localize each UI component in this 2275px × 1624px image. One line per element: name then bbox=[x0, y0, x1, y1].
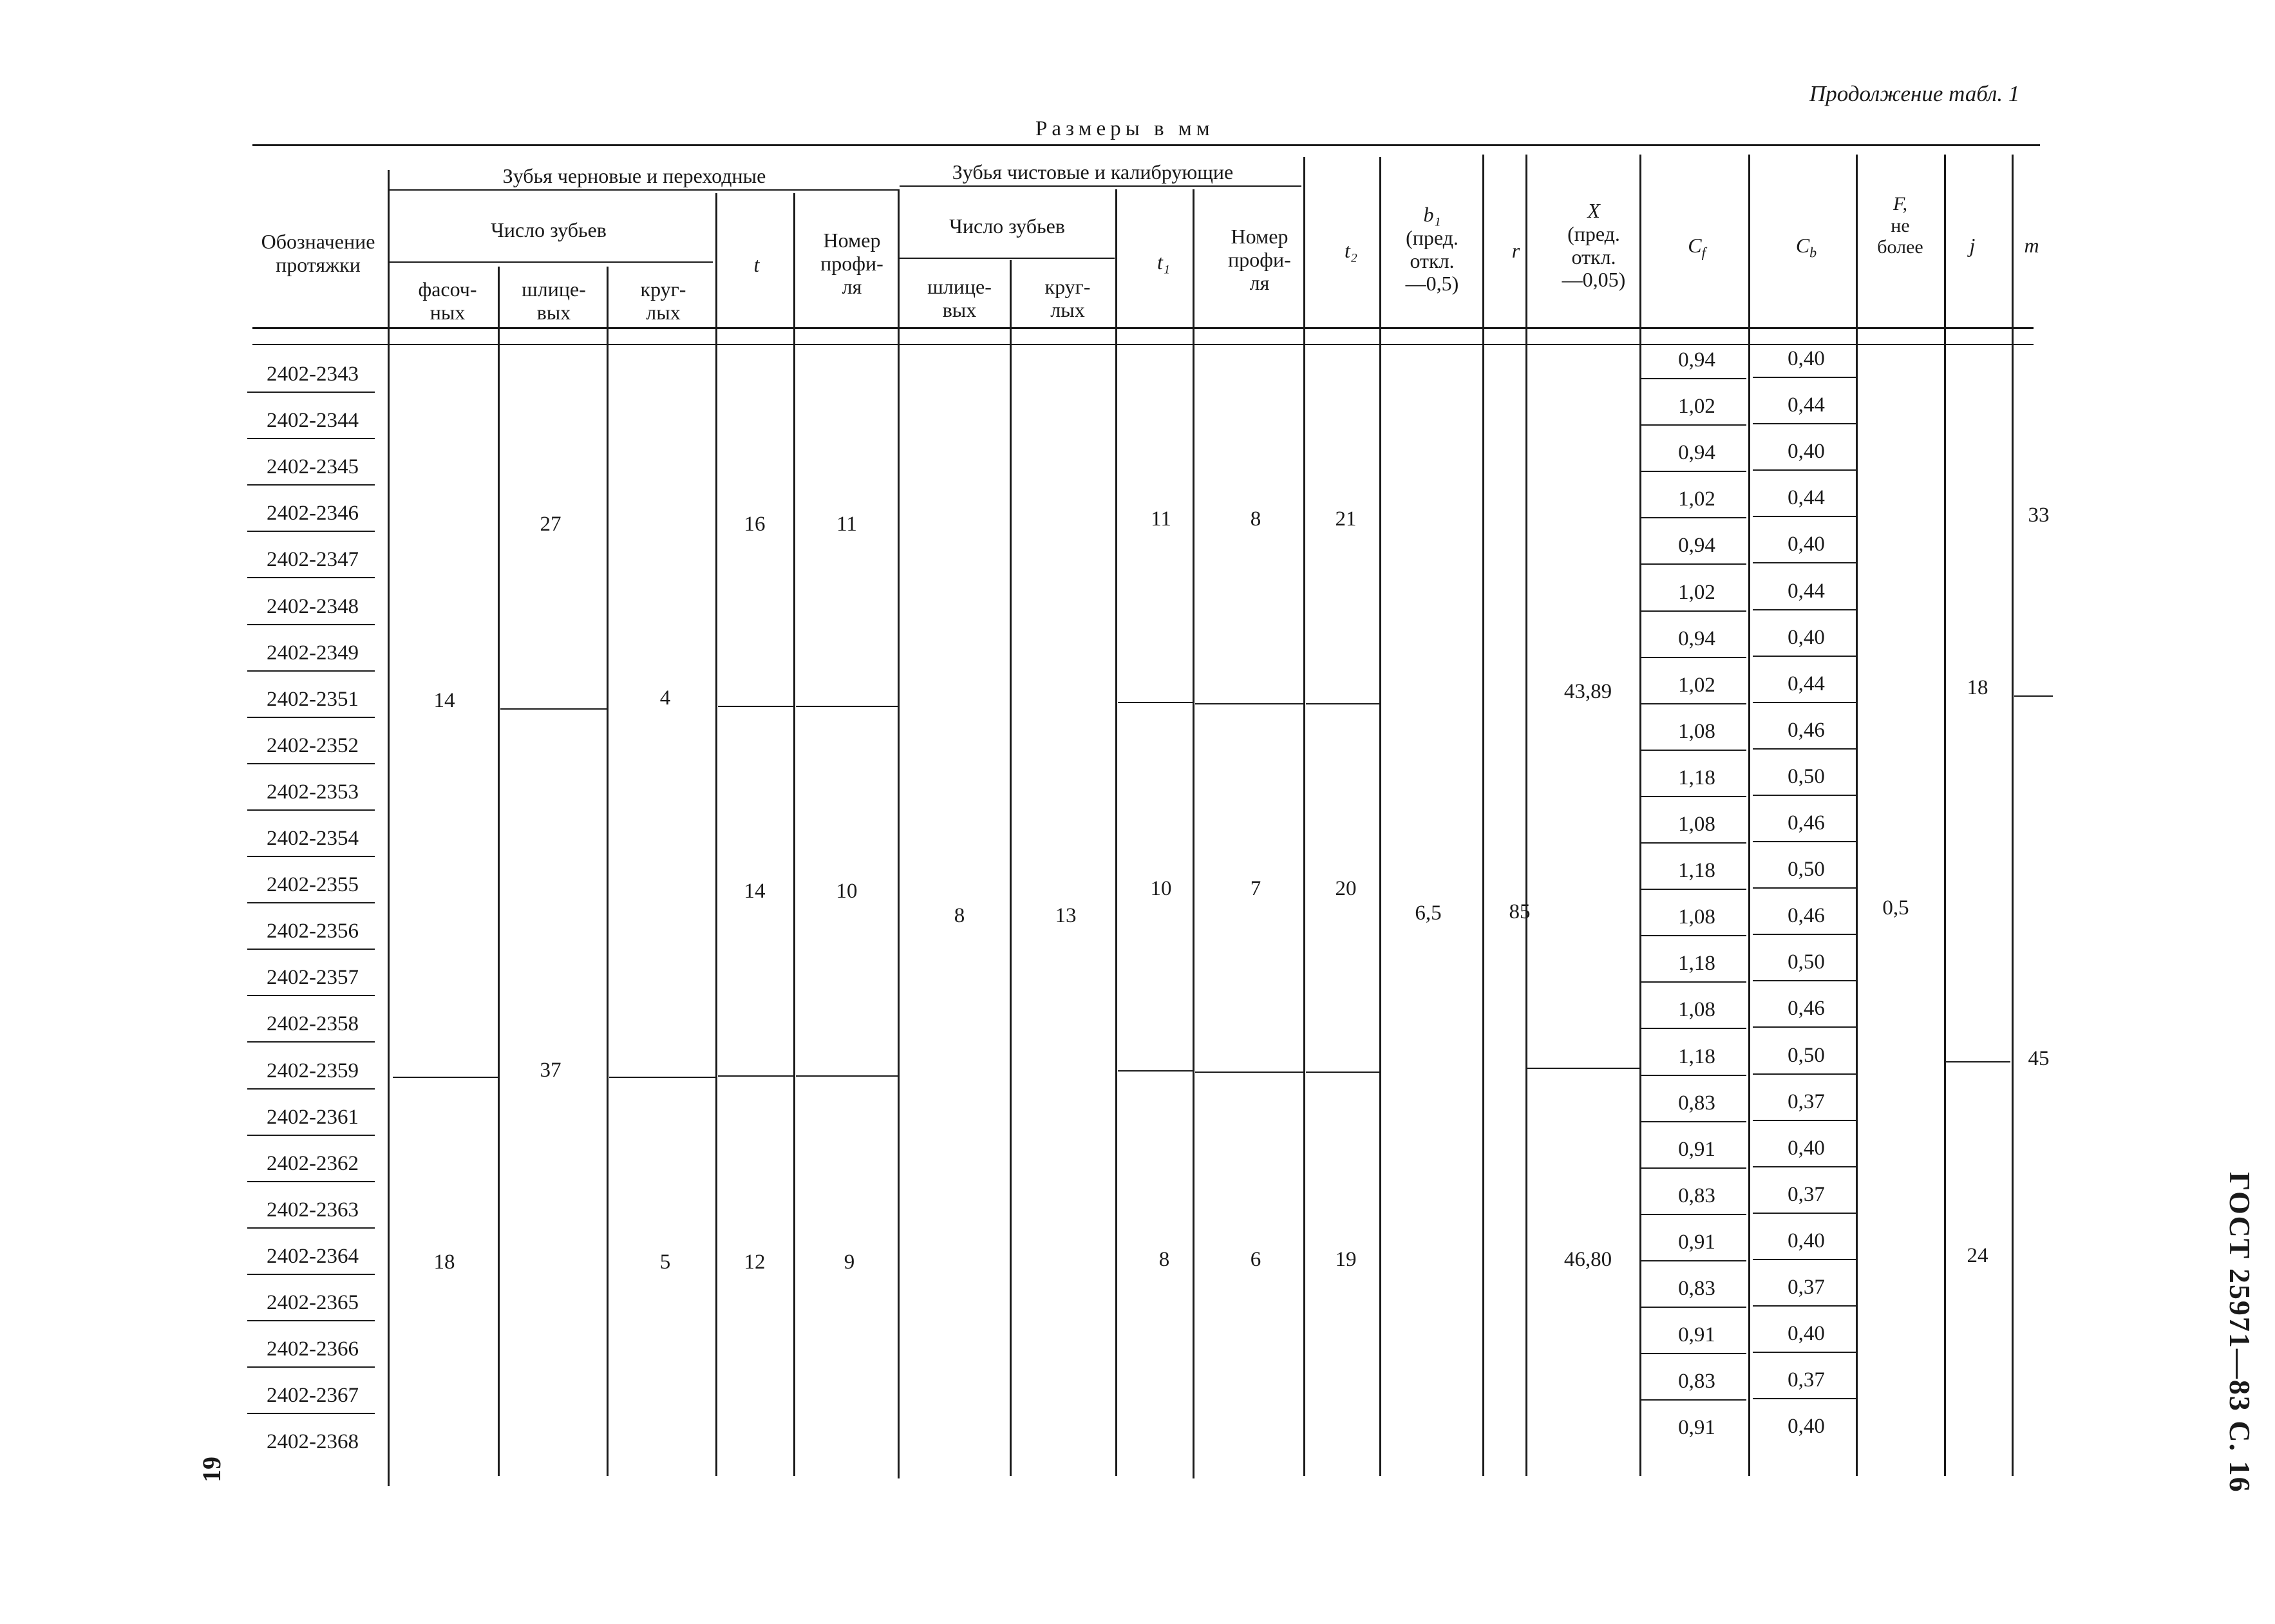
cb-value: 0,50 bbox=[1788, 858, 1825, 882]
cf-rule bbox=[1641, 378, 1746, 379]
cb-rule bbox=[1753, 562, 1857, 563]
broach-designation: 2402-2345 bbox=[267, 455, 359, 479]
designation-underline bbox=[247, 902, 375, 903]
cb-rule bbox=[1753, 656, 1857, 657]
header-designation-line2: протяжки bbox=[276, 252, 361, 276]
cf-value: 1,18 bbox=[1678, 859, 1715, 883]
designation-underline bbox=[247, 1320, 375, 1321]
header-finish-group: Зубья чистовые и калибрующие bbox=[952, 160, 1234, 184]
header-bottom-rule bbox=[252, 327, 2034, 329]
f-value: 0,5 bbox=[1882, 896, 1909, 920]
header-b1-line4: —0,5) bbox=[1405, 272, 1459, 296]
cb-value: 0,40 bbox=[1788, 533, 1825, 556]
header-x-symbol: X bbox=[1587, 199, 1600, 222]
cb-value: 0,40 bbox=[1788, 1415, 1825, 1439]
cb-value: 0,46 bbox=[1788, 718, 1825, 742]
header-finish-round-line2: лых bbox=[1050, 297, 1085, 321]
cb-rule bbox=[1753, 1166, 1857, 1167]
header-teeth-count: Число зубьев bbox=[491, 218, 607, 241]
designation-underline bbox=[247, 1413, 375, 1414]
cf-value: 1,02 bbox=[1678, 395, 1715, 419]
t2-value-c: 19 bbox=[1335, 1248, 1357, 1271]
cb-value: 0,40 bbox=[1788, 1229, 1825, 1252]
profile-value-c: 9 bbox=[844, 1251, 855, 1274]
header-profile-line2: профи- bbox=[820, 251, 883, 275]
header-chamfer bbox=[418, 278, 477, 325]
t2-value-a: 21 bbox=[1335, 507, 1357, 531]
cb-value: 0,44 bbox=[1788, 579, 1825, 603]
broach-designation: 2402-2352 bbox=[267, 733, 359, 757]
column-rule bbox=[2012, 155, 2014, 1476]
header-x-line2: (пред. bbox=[1567, 222, 1620, 245]
body-top-rule bbox=[252, 344, 2034, 345]
cf-rule bbox=[1641, 703, 1746, 704]
t1-value-b: 10 bbox=[1150, 877, 1172, 900]
cf-value: 0,83 bbox=[1678, 1091, 1715, 1115]
designation-underline bbox=[247, 484, 375, 486]
column-rule bbox=[793, 193, 795, 1476]
merge-separator bbox=[1118, 702, 1193, 703]
column-rule bbox=[388, 170, 390, 1486]
header-finish-spline bbox=[927, 276, 992, 322]
round-value-a: 4 bbox=[659, 686, 671, 710]
cf-rule bbox=[1641, 1307, 1746, 1308]
cb-value: 0,40 bbox=[1788, 347, 1825, 370]
header-chamfer-line2: ных bbox=[430, 300, 466, 324]
round-value-b: 5 bbox=[659, 1251, 671, 1274]
cb-value: 0,46 bbox=[1788, 997, 1825, 1021]
merge-separator bbox=[796, 1075, 898, 1077]
cf-rule bbox=[1641, 1260, 1746, 1261]
merge-separator bbox=[1306, 703, 1379, 704]
finish-round-value: 13 bbox=[1055, 904, 1077, 927]
cf-rule bbox=[1641, 750, 1746, 751]
gost-label: ГОСТ 25971—83 С. 16 bbox=[2223, 1172, 2256, 1493]
column-rule bbox=[1303, 157, 1305, 1476]
merge-separator bbox=[1195, 703, 1303, 704]
cb-value: 0,37 bbox=[1788, 1368, 1825, 1392]
cf-rule bbox=[1641, 935, 1746, 936]
broach-designation: 2402-2367 bbox=[267, 1384, 359, 1408]
cf-rule bbox=[1641, 471, 1746, 472]
b1-value: 6,5 bbox=[1415, 902, 1442, 925]
merge-separator bbox=[796, 706, 898, 707]
j-value-b: 24 bbox=[1967, 1244, 1988, 1267]
header-profile-no bbox=[820, 229, 883, 298]
column-rule bbox=[1115, 189, 1117, 1476]
chamfer-value-a: 14 bbox=[433, 689, 455, 712]
cf-value: 1,08 bbox=[1678, 719, 1715, 743]
cf-rule bbox=[1641, 1353, 1746, 1354]
designation-underline bbox=[247, 809, 375, 811]
cf-value: 0,83 bbox=[1678, 1370, 1715, 1393]
cb-value: 0,40 bbox=[1788, 1322, 1825, 1346]
header-designation-line1: Обозначение bbox=[261, 230, 375, 253]
cf-value: 0,83 bbox=[1678, 1184, 1715, 1207]
merge-separator bbox=[718, 706, 793, 707]
finish-profile-value-c: 6 bbox=[1250, 1248, 1261, 1271]
broach-designation: 2402-2344 bbox=[267, 409, 359, 433]
header-f-line3: более bbox=[1877, 236, 1923, 258]
designation-underline bbox=[247, 438, 375, 439]
header-x bbox=[1562, 200, 1626, 292]
merge-separator bbox=[1195, 1072, 1303, 1073]
cf-rule bbox=[1641, 1214, 1746, 1215]
cf-value: 0,83 bbox=[1678, 1277, 1715, 1300]
cb-rule bbox=[1753, 1352, 1857, 1353]
cb-value: 0,50 bbox=[1788, 764, 1825, 788]
cb-value: 0,37 bbox=[1788, 1276, 1825, 1299]
m-value-b: 45 bbox=[2028, 1047, 2050, 1070]
header-b1-line2: (пред. bbox=[1406, 225, 1458, 249]
header-f-symbol: F, bbox=[1893, 193, 1907, 214]
designation-underline bbox=[247, 1366, 375, 1368]
cb-rule bbox=[1753, 1305, 1857, 1307]
cb-value: 0,40 bbox=[1788, 440, 1825, 464]
merge-separator bbox=[718, 1075, 793, 1077]
cb-value: 0,50 bbox=[1788, 950, 1825, 974]
header-finish-spline-line1: шлице- bbox=[927, 275, 992, 298]
column-rule bbox=[607, 267, 609, 1476]
column-rule bbox=[1193, 189, 1194, 1478]
merge-separator bbox=[1118, 1070, 1193, 1072]
cb-rule bbox=[1753, 1026, 1857, 1028]
header-round bbox=[641, 278, 686, 325]
broach-designation: 2402-2351 bbox=[267, 687, 359, 711]
cb-rule bbox=[1753, 887, 1857, 889]
header-t2: t₂ bbox=[1344, 239, 1358, 262]
merge-separator bbox=[1946, 1061, 2010, 1062]
header-round-line1: круг- bbox=[640, 278, 686, 301]
cb-value: 0,40 bbox=[1788, 625, 1825, 649]
header-j: j bbox=[1969, 234, 1976, 257]
cf-value: 1,02 bbox=[1678, 580, 1715, 604]
merge-separator bbox=[2014, 695, 2053, 697]
column-rule bbox=[1944, 155, 1946, 1476]
cb-rule bbox=[1753, 1073, 1857, 1075]
cb-value: 0,50 bbox=[1788, 1043, 1825, 1067]
t1-value-c: 8 bbox=[1158, 1248, 1170, 1271]
header-finish-teeth-count: Число зубьев bbox=[949, 214, 1065, 238]
spline-value-b: 37 bbox=[540, 1059, 562, 1082]
rough-group-rule bbox=[390, 189, 898, 191]
designation-underline bbox=[247, 577, 375, 578]
designation-underline bbox=[247, 531, 375, 532]
cf-value: 1,08 bbox=[1678, 813, 1715, 836]
cf-rule bbox=[1641, 981, 1746, 983]
cb-value: 0,37 bbox=[1788, 1182, 1825, 1206]
profile-value-b: 10 bbox=[836, 880, 858, 903]
header-cb: $C_b$ bbox=[1795, 234, 1817, 261]
column-rule bbox=[498, 267, 500, 1476]
header-f-line2: не bbox=[1891, 214, 1910, 236]
header-profile-line1: Номер bbox=[823, 229, 881, 252]
designation-underline bbox=[247, 1227, 375, 1229]
cb-rule bbox=[1753, 1398, 1857, 1399]
header-finish-profile-line2: профи- bbox=[1228, 247, 1291, 271]
header-finish-profile-no bbox=[1228, 225, 1291, 294]
broach-designation: 2402-2363 bbox=[267, 1198, 359, 1222]
cb-value: 0,44 bbox=[1788, 393, 1825, 417]
broach-designation: 2402-2348 bbox=[267, 594, 359, 618]
cb-rule bbox=[1753, 980, 1857, 981]
cf-rule bbox=[1641, 842, 1746, 844]
finish-profile-value-b: 7 bbox=[1250, 877, 1261, 900]
broach-designation: 2402-2353 bbox=[267, 780, 359, 804]
cf-rule bbox=[1641, 1399, 1746, 1401]
header-m: m bbox=[2024, 234, 2039, 257]
cf-value: 1,08 bbox=[1678, 998, 1715, 1022]
page-number: 19 bbox=[197, 1457, 226, 1482]
m-value-a: 33 bbox=[2028, 504, 2050, 527]
chamfer-value-b: 18 bbox=[433, 1251, 455, 1274]
column-rule bbox=[1856, 155, 1858, 1476]
cf-rule bbox=[1641, 424, 1746, 426]
broach-designation: 2402-2359 bbox=[267, 1059, 359, 1082]
cb-rule bbox=[1753, 377, 1857, 378]
column-rule bbox=[1748, 155, 1750, 1476]
cb-value: 0,40 bbox=[1788, 1136, 1825, 1160]
cb-rule bbox=[1753, 609, 1857, 610]
designation-underline bbox=[247, 856, 375, 857]
t-value-a: 16 bbox=[744, 513, 766, 536]
cf-rule bbox=[1641, 889, 1746, 890]
header-x-line3: откл. bbox=[1571, 245, 1616, 269]
cb-value: 0,46 bbox=[1788, 904, 1825, 928]
r-value: 85 bbox=[1509, 900, 1531, 923]
cf-value: 0,94 bbox=[1678, 534, 1715, 558]
broach-designation: 2402-2358 bbox=[267, 1012, 359, 1036]
header-cf: $C_f$ bbox=[1688, 234, 1706, 261]
cf-rule bbox=[1641, 796, 1746, 797]
cf-rule bbox=[1641, 1075, 1746, 1076]
cf-value: 1,18 bbox=[1678, 952, 1715, 976]
finish-spline-value: 8 bbox=[954, 904, 965, 927]
cb-value: 0,44 bbox=[1788, 672, 1825, 695]
column-rule bbox=[1639, 155, 1641, 1476]
finish-teeth-count-rule bbox=[900, 258, 1115, 259]
cf-value: 0,91 bbox=[1678, 1416, 1715, 1440]
spline-value-a: 27 bbox=[540, 513, 562, 536]
continuation-caption: Продолжение табл. 1 bbox=[1809, 81, 2020, 106]
units-caption: Размеры в мм bbox=[1035, 117, 1214, 140]
designation-underline bbox=[247, 949, 375, 950]
designation-underline bbox=[247, 1041, 375, 1043]
merge-separator bbox=[1527, 1068, 1639, 1069]
cf-value: 0,94 bbox=[1678, 348, 1715, 372]
cb-value: 0,44 bbox=[1788, 486, 1825, 510]
broach-designation: 2402-2362 bbox=[267, 1151, 359, 1175]
cf-value: 1,02 bbox=[1678, 673, 1715, 697]
broach-designation: 2402-2365 bbox=[267, 1291, 359, 1314]
header-designation bbox=[261, 231, 375, 277]
table-top-rule bbox=[252, 144, 2040, 146]
broach-designation: 2402-2347 bbox=[267, 548, 359, 572]
cf-rule bbox=[1641, 1028, 1746, 1029]
cf-rule bbox=[1641, 563, 1746, 565]
cb-rule bbox=[1753, 1213, 1857, 1214]
cb-rule bbox=[1753, 469, 1857, 471]
designation-underline bbox=[247, 624, 375, 625]
teeth-count-rule bbox=[390, 261, 713, 263]
cb-rule bbox=[1753, 516, 1857, 517]
cb-rule bbox=[1753, 795, 1857, 796]
header-finish-profile-line1: Номер bbox=[1231, 225, 1289, 248]
header-b1 bbox=[1406, 203, 1459, 296]
header-profile-line3: ля bbox=[842, 274, 862, 298]
cf-value: 0,91 bbox=[1678, 1323, 1715, 1347]
merge-separator bbox=[609, 1077, 715, 1078]
t-value-b: 14 bbox=[744, 880, 766, 903]
broach-designation: 2402-2361 bbox=[267, 1105, 359, 1129]
designation-underline bbox=[247, 717, 375, 718]
column-rule bbox=[1482, 155, 1484, 1476]
header-round-line2: лых bbox=[646, 300, 681, 324]
cf-rule bbox=[1641, 610, 1746, 612]
cf-rule bbox=[1641, 657, 1746, 658]
broach-designation: 2402-2366 bbox=[267, 1337, 359, 1361]
j-value-a: 18 bbox=[1967, 676, 1988, 699]
designation-underline bbox=[247, 995, 375, 996]
merge-separator bbox=[393, 1077, 498, 1078]
finish-profile-value-a: 8 bbox=[1250, 507, 1261, 531]
broach-designation: 2402-2355 bbox=[267, 873, 359, 897]
column-rule bbox=[1010, 260, 1012, 1476]
column-rule bbox=[715, 193, 717, 1476]
t2-value-b: 20 bbox=[1335, 877, 1357, 900]
header-finish-spline-line2: вых bbox=[942, 297, 977, 321]
designation-underline bbox=[247, 1135, 375, 1136]
broach-designation: 2402-2346 bbox=[267, 502, 359, 525]
header-spline-line2: вых bbox=[536, 300, 571, 324]
designation-underline bbox=[247, 1274, 375, 1275]
t-value-c: 12 bbox=[744, 1251, 766, 1274]
header-finish-profile-line3: ля bbox=[1249, 270, 1270, 294]
column-rule bbox=[1379, 157, 1381, 1476]
header-b1-line3: откл. bbox=[1410, 249, 1455, 272]
cf-rule bbox=[1641, 1121, 1746, 1122]
cb-rule bbox=[1753, 702, 1857, 703]
header-spline bbox=[522, 278, 586, 325]
broach-designation: 2402-2368 bbox=[267, 1430, 359, 1454]
header-x-line4: —0,05) bbox=[1562, 268, 1626, 292]
cf-rule bbox=[1641, 1167, 1746, 1169]
cf-value: 0,94 bbox=[1678, 441, 1715, 465]
broach-designation: 2402-2364 bbox=[267, 1244, 359, 1268]
profile-value-a: 11 bbox=[836, 513, 857, 536]
finish-group-rule bbox=[900, 185, 1301, 187]
cb-rule bbox=[1753, 934, 1857, 935]
cb-rule bbox=[1753, 748, 1857, 750]
header-r: r bbox=[1511, 239, 1520, 262]
broach-designation: 2402-2357 bbox=[267, 966, 359, 990]
broach-designation: 2402-2343 bbox=[267, 363, 359, 386]
column-rule bbox=[1525, 155, 1527, 1476]
cf-value: 1,02 bbox=[1678, 487, 1715, 511]
cf-value: 1,18 bbox=[1678, 766, 1715, 789]
merge-separator bbox=[1306, 1072, 1379, 1073]
designation-underline bbox=[247, 763, 375, 764]
header-spline-line1: шлице- bbox=[522, 278, 586, 301]
header-chamfer-line1: фасоч- bbox=[418, 278, 477, 301]
broach-designation: 2402-2356 bbox=[267, 920, 359, 943]
header-t1: t₁ bbox=[1156, 250, 1171, 274]
header-finish-round-line1: круг- bbox=[1044, 275, 1091, 298]
designation-underline bbox=[247, 1088, 375, 1090]
cf-value: 0,91 bbox=[1678, 1137, 1715, 1161]
cf-value: 1,08 bbox=[1678, 905, 1715, 929]
broach-designation: 2402-2349 bbox=[267, 641, 359, 665]
designation-underline bbox=[247, 1181, 375, 1182]
column-rule bbox=[898, 189, 900, 1478]
cb-value: 0,46 bbox=[1788, 811, 1825, 835]
t1-value-a: 11 bbox=[1151, 507, 1171, 531]
cb-value: 0,37 bbox=[1788, 1090, 1825, 1113]
broach-designation: 2402-2354 bbox=[267, 827, 359, 850]
designation-underline bbox=[247, 392, 375, 393]
merge-separator bbox=[500, 708, 607, 710]
cf-rule bbox=[1641, 517, 1746, 518]
header-rough-group: Зубья черновые и переходные bbox=[502, 164, 766, 187]
cb-rule bbox=[1753, 841, 1857, 842]
header-t: t bbox=[753, 253, 760, 276]
cb-rule bbox=[1753, 423, 1857, 424]
x-value-a: 43,89 bbox=[1563, 680, 1612, 703]
cf-value: 0,94 bbox=[1678, 627, 1715, 650]
cb-rule bbox=[1753, 1120, 1857, 1121]
header-finish-round bbox=[1045, 276, 1091, 322]
header-b1-symbol: b₁ bbox=[1423, 203, 1441, 226]
header-f bbox=[1877, 193, 1923, 258]
cf-value: 1,18 bbox=[1678, 1044, 1715, 1068]
designation-underline bbox=[247, 670, 375, 672]
cf-value: 0,91 bbox=[1678, 1230, 1715, 1254]
cb-rule bbox=[1753, 1259, 1857, 1260]
x-value-b: 46,80 bbox=[1563, 1248, 1612, 1271]
